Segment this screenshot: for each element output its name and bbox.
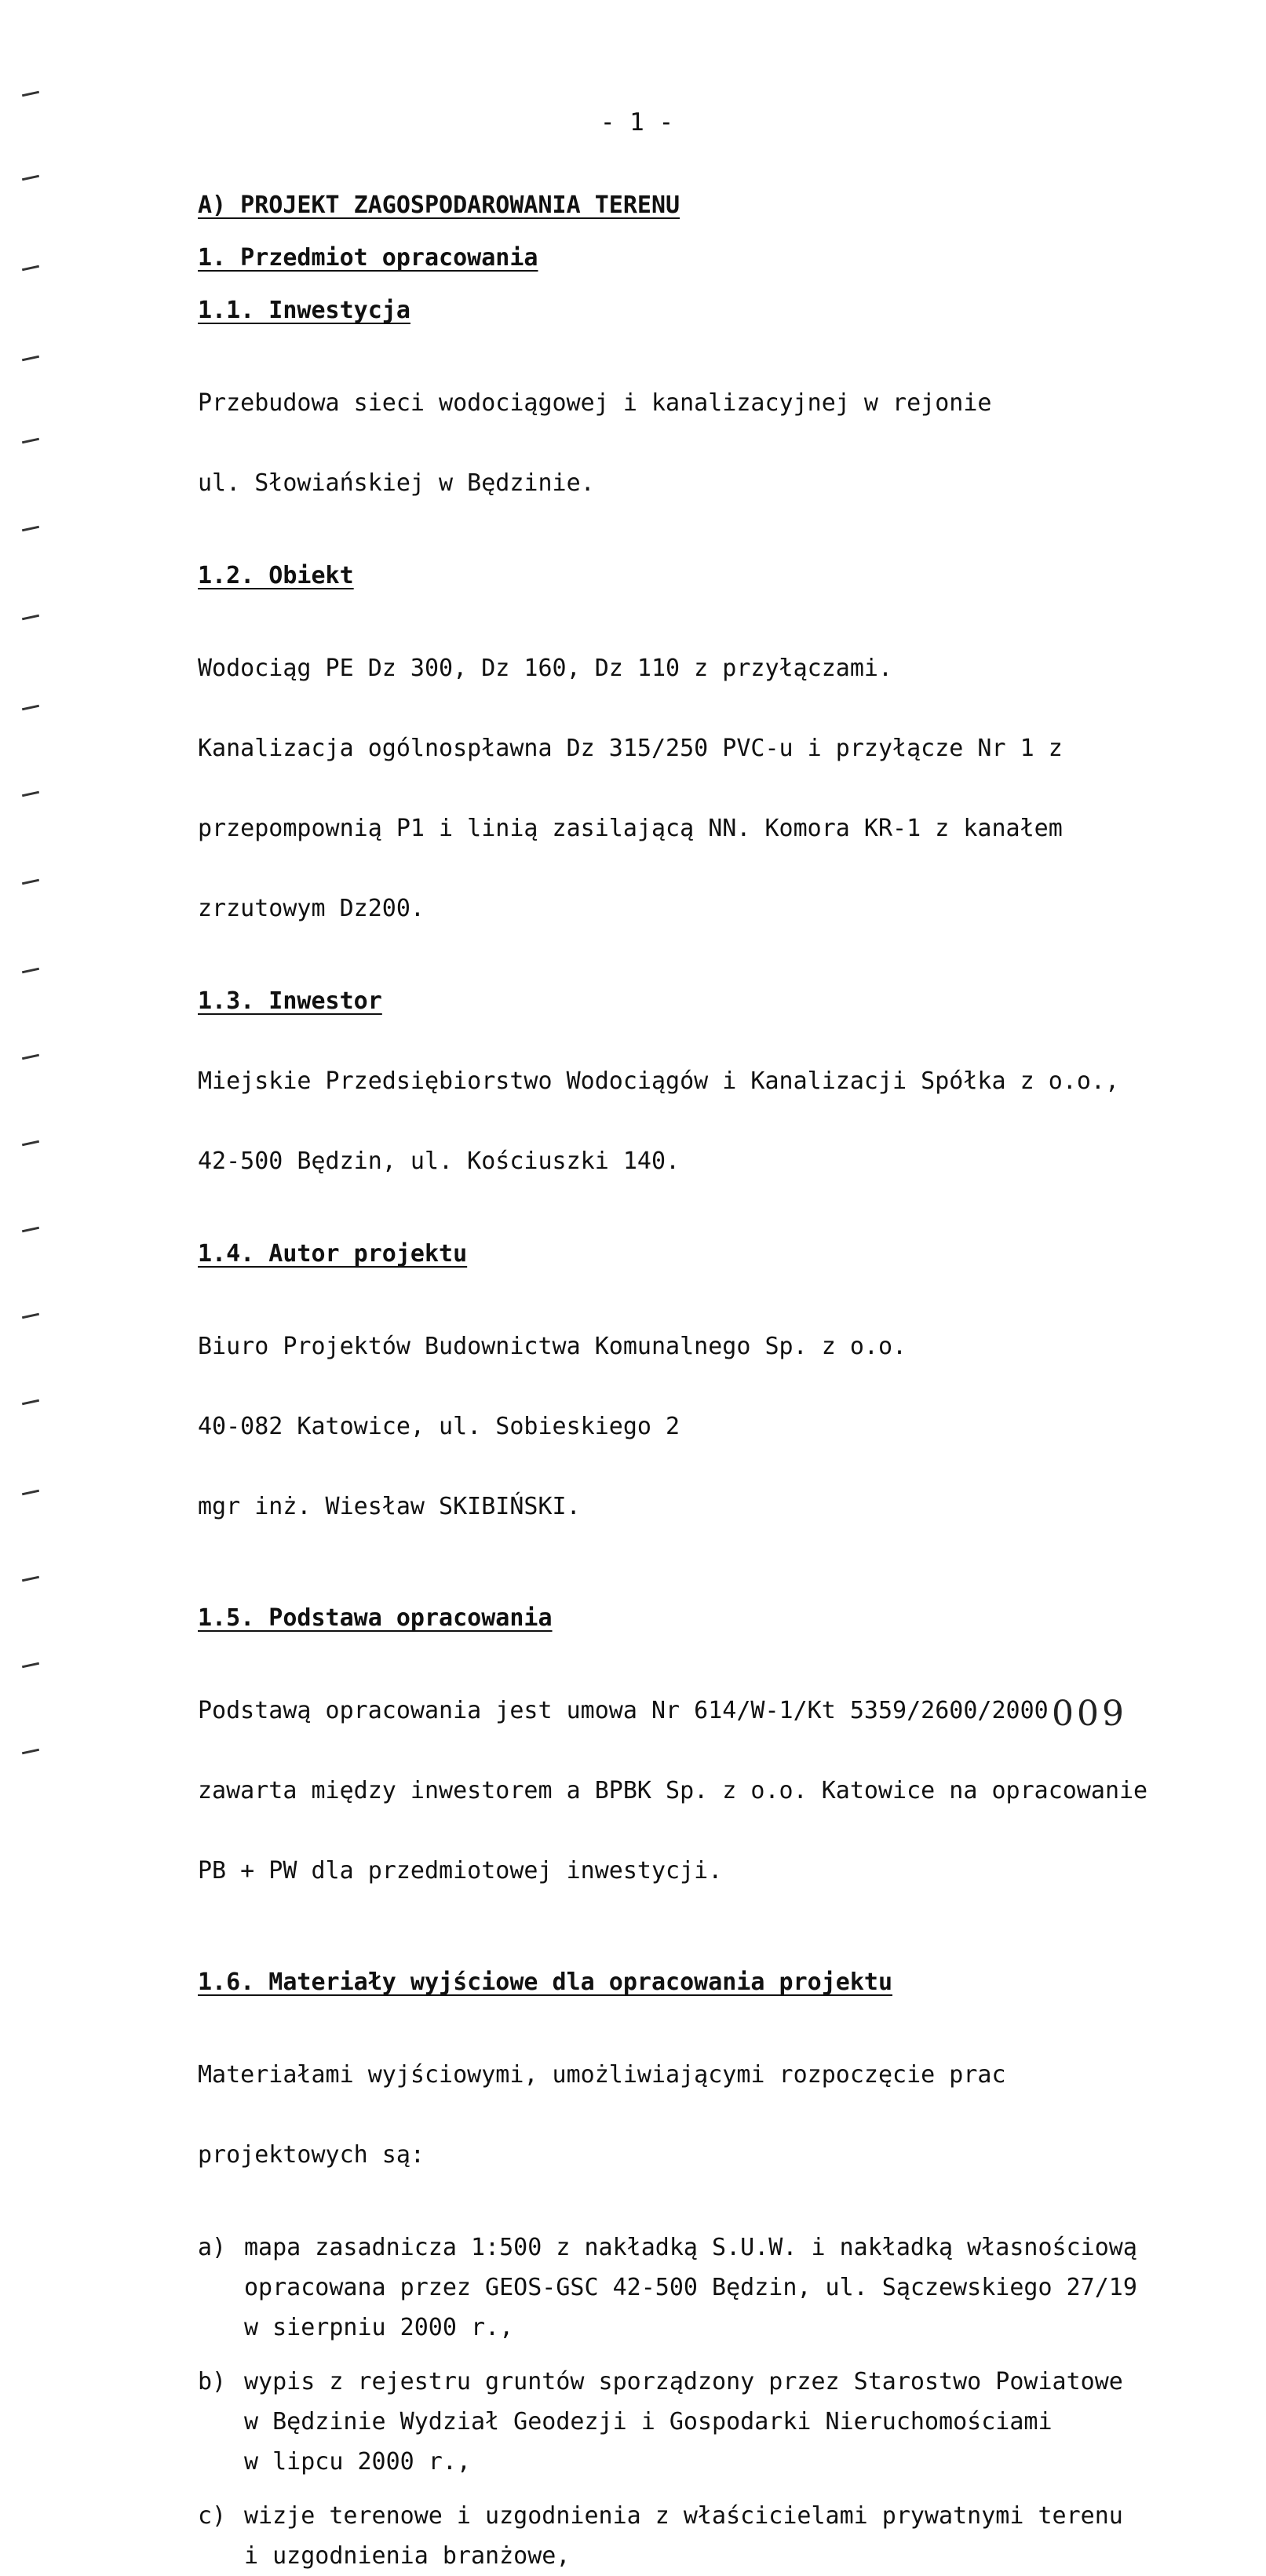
margin-mark — [22, 968, 39, 974]
text-line: opracowana przez GEOS-GSC 42-500 Będzin, ul. Sączewskiego 27/19 — [244, 2274, 1137, 2301]
text-line: Biuro Projektów Budownictwa Komunalnego Sp. z o.o. — [198, 1333, 907, 1360]
text-line: zrzutowym Dz200. — [198, 895, 425, 922]
heading-obiekt: 1.2. Obiekt — [198, 562, 354, 589]
materialy-text — [198, 2015, 1250, 2215]
heading-inwestor: 1.3. Inwestor — [198, 987, 382, 1015]
heading-przedmiot: 1. Przedmiot opracowania — [198, 244, 538, 272]
heading-podstawa: 1.5. Podstawa opracowania — [198, 1604, 553, 1632]
folio-number: 009 — [1052, 1694, 1127, 1734]
text-line: 42-500 Będzin, ul. Kościuszki 140. — [198, 1148, 680, 1175]
margin-mark — [22, 526, 39, 532]
page-number: - 1 - — [600, 108, 674, 137]
margin-mark — [22, 91, 39, 97]
margin-mark — [22, 1662, 39, 1669]
margin-mark — [22, 1399, 39, 1406]
margin-mark — [22, 1576, 39, 1582]
inwestor-text — [198, 1021, 1250, 1221]
margin-mark — [22, 1313, 39, 1319]
text-line: wizje terenowe i uzgodnienia z właścicielami prywatnymi terenu — [244, 2502, 1123, 2530]
autor-text — [198, 1286, 1250, 1567]
margin-mark — [22, 438, 39, 444]
text-line: ul. Słowiańskiej w Będzinie. — [198, 469, 595, 497]
heading-inwestycja: 1.1. Inwestycja — [198, 297, 410, 324]
margin-mark — [22, 1749, 39, 1755]
list-marker: b) — [198, 2368, 227, 2395]
margin-mark — [22, 356, 39, 362]
margin-mark — [22, 1227, 39, 1233]
text-line: w Będzinie Wydział Geodezji i Gospodarki Nieruchomościami — [244, 2408, 1053, 2436]
section-title: A) PROJEKT ZAGOSPODAROWANIA TERENU — [198, 192, 680, 219]
document-body — [198, 185, 1250, 2576]
podstawa-text — [198, 1651, 1250, 1931]
text-line: i uzgodnienia branżowe, — [244, 2542, 571, 2570]
list-marker: a) — [198, 2234, 227, 2261]
margin-mark — [22, 705, 39, 711]
text-line: Kanalizacja ogólnospławna Dz 315/250 PVC-u i przyłącze Nr 1 z — [198, 735, 1063, 762]
list-item-c — [198, 2496, 1250, 2576]
inwestycja-text — [198, 343, 1250, 543]
heading-autor-projektu: 1.4. Autor projektu — [198, 1240, 468, 1268]
margin-mark — [22, 1140, 39, 1147]
text-line: wypis z rejestru gruntów sporządzony przez Starostwo Powiatowe — [244, 2368, 1123, 2395]
text-line: mapa zasadnicza 1:500 z nakładką S.U.W. i nakładką własnościową — [244, 2234, 1137, 2261]
text-line: zawarta między inwestorem a BPBK Sp. z o.o. Katowice na opracowanie — [198, 1777, 1148, 1804]
text-line: mgr inż. Wiesław SKIBIŃSKI. — [198, 1493, 581, 1520]
margin-mark — [22, 791, 39, 797]
text-line: przepompownią P1 i linią zasilającą NN. Komora KR-1 z kanałem — [198, 815, 1063, 842]
obiekt-text — [198, 608, 1250, 969]
text-line: Wodociąg PE Dz 300, Dz 160, Dz 110 z przyłączami. — [198, 655, 893, 682]
text-line: 40-082 Katowice, ul. Sobieskiego 2 — [198, 1413, 680, 1440]
list-marker: c) — [198, 2502, 227, 2530]
text-line: Przebudowa sieci wodociągowej i kanalizacyjnej w rejonie — [198, 389, 992, 417]
heading-materialy: 1.6. Materiały wyjściowe dla opracowania projektu — [198, 1968, 893, 1996]
margin-mark — [22, 265, 39, 272]
margin-mark — [22, 879, 39, 885]
text-line: projektowych są: — [198, 2141, 425, 2169]
margin-mark — [22, 1054, 39, 1060]
list-item-b — [198, 2362, 1250, 2482]
margin-mark — [22, 615, 39, 621]
text-line: Miejskie Przedsiębiorstwo Wodociągów i Kanalizacji Spółka z o.o., — [198, 1067, 1119, 1095]
text-line: Materiałami wyjściowymi, umożliwiającymi rozpoczęcie prac — [198, 2061, 1006, 2089]
list-item-a — [198, 2228, 1250, 2348]
text-line: PB + PW dla przedmiotowej inwestycji. — [198, 1857, 723, 1885]
margin-mark — [22, 175, 39, 181]
text-line: w lipcu 2000 r., — [244, 2448, 471, 2476]
text-line: Podstawą opracowania jest umowa Nr 614/W-1/Kt 5359/2600/2000 — [198, 1697, 1049, 1724]
margin-mark — [22, 1490, 39, 1496]
text-line: w sierpniu 2000 r., — [244, 2314, 514, 2341]
